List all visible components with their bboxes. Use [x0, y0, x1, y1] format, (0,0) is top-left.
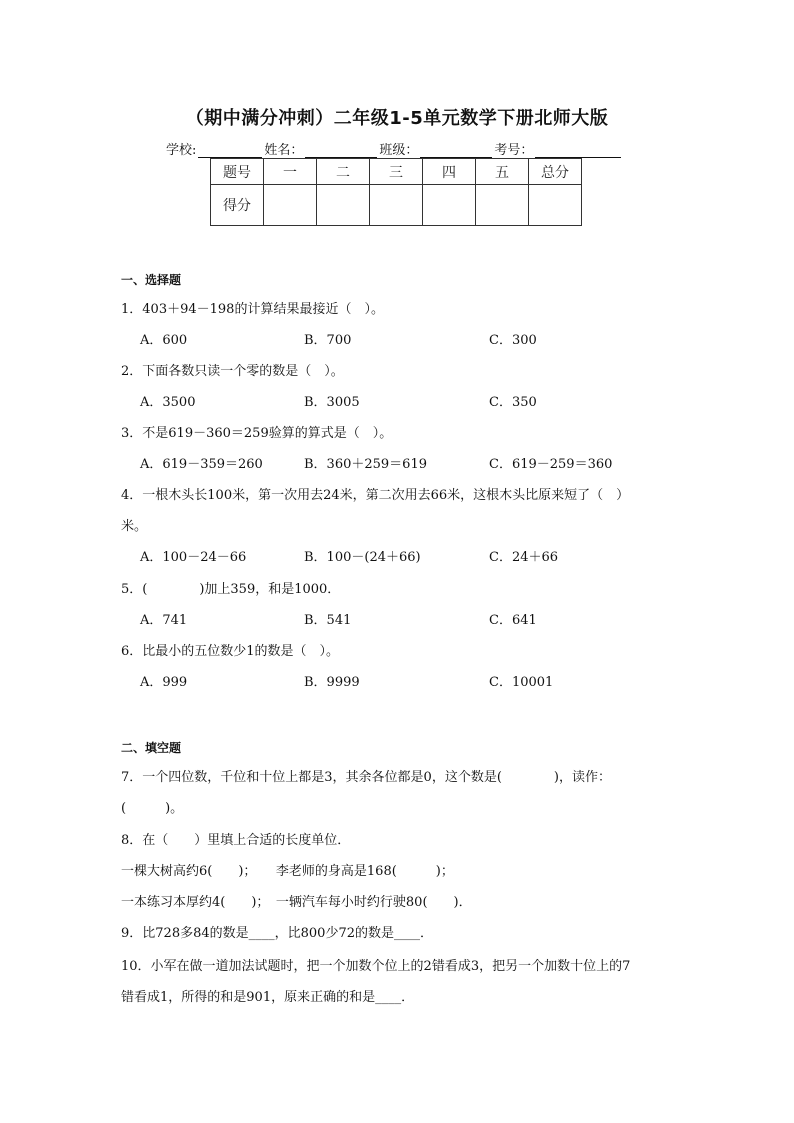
score-table: [210, 158, 582, 226]
option-c[interactable]: C．350: [489, 395, 537, 410]
question-6: 6．比最小的五位数少1的数是（ ）。: [121, 644, 340, 659]
option-c[interactable]: C．641: [489, 613, 537, 628]
option-a[interactable]: A．999: [140, 675, 188, 690]
score-table-header-row: [211, 159, 582, 185]
option-b[interactable]: B．100－(24＋66): [304, 550, 421, 565]
question-7: 7．一个四位数，千位和十位上都是3，其余各位都是0，这个数是( )，读作：: [121, 770, 611, 785]
header-cell: 四: [423, 159, 476, 185]
option-b[interactable]: B．700: [304, 333, 352, 348]
option-a[interactable]: A．741: [140, 613, 188, 628]
question-7-continuation: ( )。: [121, 801, 184, 816]
question-5: 5．( )加上359，和是1000．: [121, 582, 341, 597]
school-label: 学校:: [166, 143, 197, 158]
option-c[interactable]: C．24＋66: [489, 550, 559, 565]
score-cell[interactable]: [476, 185, 529, 226]
question-4: 4．一根木头长100米，第一次用去24米，第二次用去66米，这根木头比原来短了（ ）: [121, 488, 630, 503]
section-heading-fill: 二、填空题: [121, 741, 182, 755]
option-a[interactable]: A．3500: [140, 395, 196, 410]
section-heading-choice: 一、选择题: [121, 273, 182, 287]
score-cell[interactable]: [370, 185, 423, 226]
number-label: 考号：: [494, 143, 534, 158]
header-cell: 二: [317, 159, 370, 185]
question-10-continuation: 错看成1，所得的和是901，原来正确的和是____．: [121, 990, 415, 1005]
question-2: 2．下面各数只读一个零的数是（ ）。: [121, 364, 344, 379]
option-c[interactable]: C．300: [489, 333, 537, 348]
question-9: 9．比728多84的数是____，比800少72的数是____．: [121, 926, 433, 941]
option-a[interactable]: A．600: [140, 333, 188, 348]
option-c[interactable]: C．10001: [489, 675, 554, 690]
class-label: 班级：: [379, 143, 419, 158]
score-cell[interactable]: [423, 185, 476, 226]
option-b[interactable]: B．360＋259＝619: [304, 457, 427, 472]
number-blank[interactable]: [535, 143, 621, 158]
name-blank[interactable]: [305, 143, 377, 158]
header-cell: 三: [370, 159, 423, 185]
option-b[interactable]: B．541: [304, 613, 352, 628]
class-blank[interactable]: [420, 143, 492, 158]
question-8-line-1: 一棵大树高约6( )； 李老师的身高是168( )；: [121, 864, 454, 879]
option-a[interactable]: A．100－24－66: [140, 550, 247, 565]
option-b[interactable]: B．9999: [304, 675, 360, 690]
question-3: 3．不是619－360＝259验算的算式是（ ）。: [121, 426, 393, 441]
score-cell[interactable]: [264, 185, 317, 226]
header-cell: 五: [476, 159, 529, 185]
header-cell: 题号: [211, 159, 264, 185]
option-a[interactable]: A．619－359＝260: [140, 457, 263, 472]
question-1: 1．403＋94－198的计算结果最接近（ ）。: [121, 302, 384, 317]
option-c[interactable]: C．619－259＝360: [489, 457, 613, 472]
header-cell: 一: [264, 159, 317, 185]
question-10: 10．小军在做一道加法试题时，把一个加数个位上的2错看成3，把另一个加数十位上的7: [121, 959, 631, 974]
score-row-label: 得分: [211, 185, 264, 226]
page-title: （期中满分冲刺）二年级1-5单元数学下册北师大版: [185, 108, 609, 129]
score-cell[interactable]: [529, 185, 582, 226]
school-blank[interactable]: [198, 143, 262, 158]
name-label: 姓名：: [264, 143, 304, 158]
question-4-continuation: 米。: [121, 519, 148, 534]
student-info-line: [166, 139, 623, 158]
question-8-line-2: 一本练习本厚约4( )； 一辆汽车每小时约行驶80( )．: [121, 895, 472, 910]
option-b[interactable]: B．3005: [304, 395, 360, 410]
question-8: 8．在（ ）里填上合适的长度单位．: [121, 833, 351, 848]
header-cell: 总分: [529, 159, 582, 185]
score-cell[interactable]: [317, 185, 370, 226]
score-table-score-row: [211, 185, 582, 226]
